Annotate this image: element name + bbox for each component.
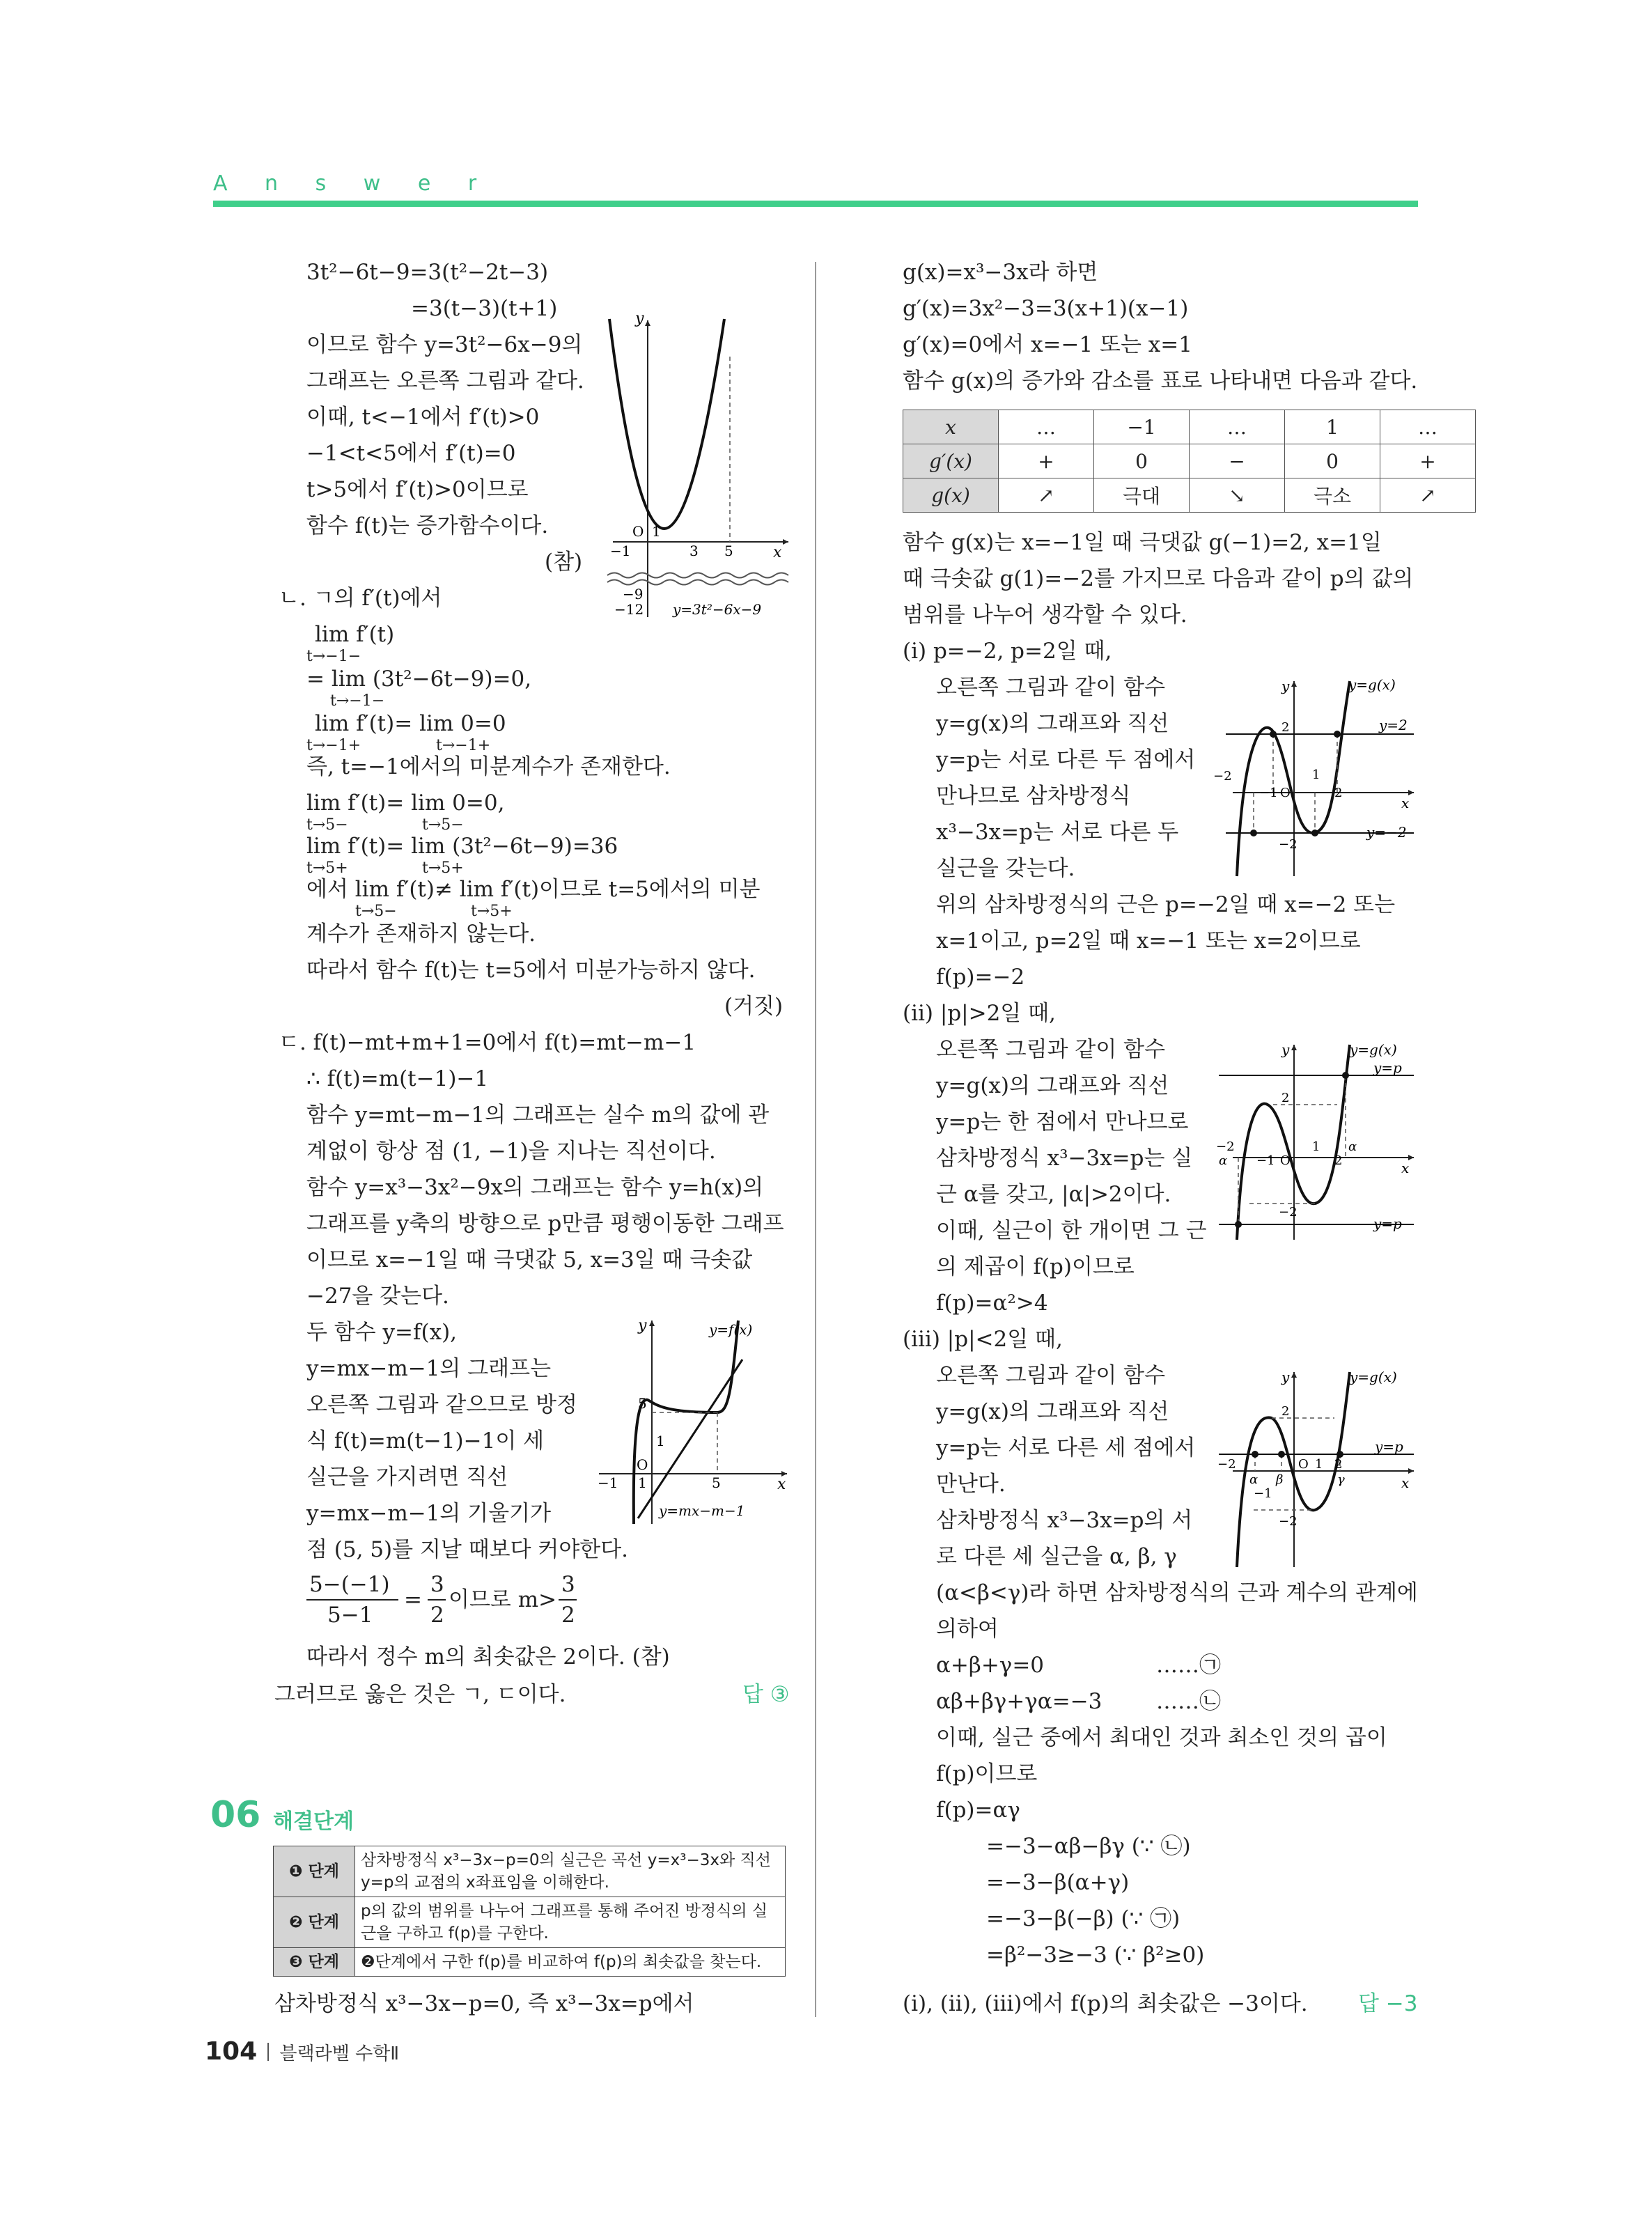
right-line: g(x)=x³−3x라 하면 <box>903 260 1098 285</box>
right-line: 만난다. <box>936 1472 1006 1497</box>
right-line: αβ+βγ+γα=−3 <box>936 1689 1102 1714</box>
right-line: α+β+γ=0 <box>936 1653 1045 1678</box>
limit-subscript: t→5+ <box>306 859 348 877</box>
right-line: =β²−3≥−3 (∵ β²≥0) <box>986 1942 1205 1968</box>
curve-label: y=f(x) <box>709 1321 753 1338</box>
right-line: (ⅰ) p=−2, p=2일 때, <box>903 639 1112 664</box>
cubic-figure-case2 <box>1212 1038 1421 1247</box>
equation-tag: ……㉡ <box>1156 1689 1221 1714</box>
left-line: 함수 f(t)는 증가함수이다. <box>306 513 549 538</box>
tick-label: −2 <box>1213 769 1232 784</box>
table-header-cell: g′(x) <box>903 444 999 478</box>
left-line: 함수 y=x³−3x²−9x의 그래프는 함수 y=h(x)의 <box>306 1175 764 1200</box>
tick-label: −1 <box>1254 1486 1272 1501</box>
right-line: x³−3x=p는 서로 다른 두 <box>936 820 1179 845</box>
sign-table <box>903 410 1476 513</box>
x-label: x <box>773 544 782 561</box>
left-line: 즉, t=−1에서의 미분계수가 존재한다. <box>306 754 671 779</box>
book-title: 블랙라벨 수학Ⅱ <box>279 2043 400 2064</box>
fraction-denominator: 2 <box>561 1603 575 1628</box>
left-line: 이므로 함수 y=3t²−6x−9의 <box>306 332 583 357</box>
parabola-figure <box>606 306 794 634</box>
parabola-curve <box>609 319 724 529</box>
table-cell: − <box>1190 444 1285 478</box>
left-line: 계수가 존재하지 않는다. <box>306 921 536 947</box>
left-line: ㄷ. f(t)−mt+m+1=0에서 f(t)=mt−m−1 <box>279 1030 696 1055</box>
line-label: y=−2 <box>1366 824 1407 841</box>
right-line: (α<β<γ)라 하면 삼차방정식의 근과 계수의 관계에 <box>936 1580 1418 1605</box>
tick-label: −2 <box>1217 1457 1236 1472</box>
left-line: 3t²−6t−9=3(t²−2t−3) <box>306 260 549 285</box>
left-line: 이때, t<−1에서 f′(t)>0 <box>306 405 540 430</box>
left-line: 이므로 m> <box>449 1587 557 1612</box>
origin-label: O <box>1280 786 1291 800</box>
right-line: 삼차방정식 x³−3x=p의 서 <box>936 1508 1193 1533</box>
right-line: 삼차방정식 x³−3x=p는 실 <box>936 1146 1193 1171</box>
left-line: 함수 y=mt−m−1의 그래프는 실수 m의 값에 관 <box>306 1103 770 1128</box>
right-line: 의 제곱이 f(p)이므로 <box>936 1254 1135 1279</box>
left-line: 그러므로 옳은 것은 ㄱ, ㄷ이다. <box>274 1682 566 1707</box>
line-label: y=p <box>1373 1215 1402 1232</box>
y-label: y <box>638 1317 647 1334</box>
left-line: 실근을 가지려면 직선 <box>306 1465 508 1490</box>
right-line: y=g(x)의 그래프와 직선 <box>936 711 1169 736</box>
cubic-line-figure <box>592 1315 794 1531</box>
line-label: y=p <box>1375 1438 1403 1455</box>
tick-label: −2 <box>1216 1139 1235 1154</box>
x-label: x <box>1401 795 1410 811</box>
left-line: (참) <box>545 550 583 575</box>
right-line: 함수 g(x)는 x=−1일 때 극댓값 g(−1)=2, x=1일 <box>903 530 1382 555</box>
left-line: 식 f(t)=m(t−1)−1이 세 <box>306 1428 545 1454</box>
table-cell: + <box>999 444 1094 478</box>
origin-label: O <box>1280 1153 1291 1168</box>
right-line: 오른쪽 그림과 같이 함수 <box>936 675 1166 700</box>
right-line: y=p는 서로 다른 두 점에서 <box>936 747 1196 772</box>
answer-mark: 답 −3 <box>1358 1991 1418 2016</box>
curve-label: y=3t²−6x−9 <box>673 601 762 618</box>
left-line: lim f′(t)= lim 0=0 <box>315 711 506 736</box>
left-line: =3(t−3)(t+1) <box>411 296 558 321</box>
x-label: x <box>1401 1160 1410 1176</box>
table-header-cell: x <box>903 410 999 444</box>
tick-label: −2 <box>1279 837 1298 852</box>
tick-label: α <box>1348 1139 1357 1154</box>
right-line: f(p)=αγ <box>936 1798 1020 1823</box>
table-cell: 극소 <box>1285 478 1380 513</box>
tick-label: 1 <box>638 1474 647 1491</box>
closing-line: 삼차방정식 x³−3x−p=0, 즉 x³−3x=p에서 <box>274 1991 694 2016</box>
fraction-numerator: 5−(−1) <box>309 1572 390 1597</box>
line-label: y=2 <box>1379 717 1408 733</box>
right-line: (ⅰ), (ⅱ), (ⅲ)에서 f(p)의 최솟값은 −3이다. <box>903 1991 1308 2016</box>
left-line: ∴ f(t)=m(t−1)−1 <box>306 1066 489 1091</box>
fraction-bar <box>559 1599 577 1601</box>
right-line: g′(x)=0에서 x=−1 또는 x=1 <box>903 332 1192 357</box>
solution-steps-table <box>273 1846 786 1977</box>
right-line: 함수 g(x)의 증가와 감소를 표로 나타내면 다음과 같다. <box>903 368 1418 394</box>
table-cell: … <box>999 410 1094 444</box>
tick-label: −2 <box>1279 1514 1298 1529</box>
table-cell: + <box>1380 444 1476 478</box>
tick-label: −9 <box>623 586 644 602</box>
step-text: 삼차방정식 x³−3x−p=0의 실근은 곡선 y=x³−3x와 직선 y=p의 교점의 x좌표임을 이해한다. <box>355 1846 786 1897</box>
right-line: y=p는 서로 다른 세 점에서 <box>936 1435 1196 1461</box>
y-label: y <box>1281 1369 1290 1385</box>
limit-subscript: t→−1− <box>330 692 385 710</box>
equation-tag: ……㉠ <box>1156 1653 1221 1678</box>
tick-label: 5 <box>638 1395 647 1412</box>
tick-label: 2 <box>1281 1404 1290 1419</box>
tick-label: −2 <box>1279 1205 1298 1220</box>
left-line: 그래프를 y축의 방향으로 p만큼 평행이동한 그래프 <box>306 1211 784 1236</box>
left-line: t>5에서 f′(t)>0이므로 <box>306 477 529 502</box>
header-rule <box>213 201 1418 207</box>
limit-subscript: t→5− <box>422 816 464 834</box>
step-label: ❷ 단계 <box>274 1897 355 1948</box>
left-line: 따라서 정수 m의 최솟값은 2이다. (참) <box>306 1644 670 1669</box>
cubic-curve <box>634 1321 738 1524</box>
left-line: y=mx−m−1의 기울기가 <box>306 1501 552 1526</box>
right-line: 위의 삼차방정식의 근은 p=−2일 때 x=−2 또는 <box>936 892 1396 917</box>
right-line: y=p는 한 점에서 만나므로 <box>936 1109 1189 1135</box>
table-cell: … <box>1380 410 1476 444</box>
table-cell: ↘ <box>1190 478 1285 513</box>
x-label: x <box>1401 1474 1410 1491</box>
root-label: α <box>1249 1472 1259 1487</box>
tick-label: 1 <box>652 523 661 540</box>
problem-number: 06 <box>210 1794 261 1836</box>
page-footer <box>205 2037 399 2066</box>
step-label: ❸ 단계 <box>274 1948 355 1977</box>
section-title: 해결단계 <box>273 1809 354 1834</box>
left-line: lim f′(t) <box>315 622 395 647</box>
y-label: y <box>1281 678 1290 694</box>
curve-label: y=g(x) <box>1348 676 1396 693</box>
left-line: 그래프는 오른쪽 그림과 같다. <box>306 368 584 394</box>
left-line: −1<t<5에서 f′(t)=0 <box>306 441 516 466</box>
right-line: 만나므로 삼차방정식 <box>936 784 1131 809</box>
tick-label: 1 <box>1315 1457 1323 1472</box>
right-line: 때 극솟값 g(1)=−2를 가지므로 다음과 같이 p의 값의 <box>903 566 1414 591</box>
table-cell: 0 <box>1285 444 1380 478</box>
secant-line <box>638 1360 742 1518</box>
right-line: 로 다른 세 실근을 α, β, γ <box>936 1544 1177 1569</box>
tick-label: α <box>1219 1153 1228 1168</box>
tick-label: −1 <box>598 1474 618 1491</box>
origin-label: O <box>632 523 644 540</box>
section-header-word: A n s w e r <box>213 171 492 196</box>
table-row <box>903 444 1476 478</box>
fraction-numerator: 3 <box>430 1572 444 1597</box>
cubic-figure-case1 <box>1212 674 1421 883</box>
tick-label: 2 <box>1281 720 1290 735</box>
left-line: lim f′(t)= lim (3t²−6t−9)=36 <box>306 834 618 859</box>
right-line: 실근을 갖는다. <box>936 856 1075 881</box>
limit-subscript: t→5+ <box>471 903 513 920</box>
right-line: y=g(x)의 그래프와 직선 <box>936 1073 1169 1098</box>
right-line: 근 α를 갖고, |α|>2이다. <box>936 1182 1171 1207</box>
limit-subscript: t→5− <box>355 903 397 920</box>
right-line: =−3−β(α+γ) <box>986 1870 1130 1895</box>
table-row <box>274 1846 786 1897</box>
left-line: 두 함수 y=f(x), <box>306 1320 458 1345</box>
left-line: (거짓) <box>724 994 784 1019</box>
tick-label: 5 <box>712 1474 721 1491</box>
left-line: lim f′(t)= lim 0=0, <box>306 791 505 816</box>
column-divider <box>815 262 816 2017</box>
limit-subscript: t→−1− <box>306 648 361 665</box>
right-line: (ⅲ) |p|<2일 때, <box>903 1327 1063 1352</box>
right-line: =−3−β(−β) (∵ ㉠) <box>986 1906 1180 1931</box>
limit-subscript: t→5− <box>306 816 348 834</box>
left-line: 따라서 함수 f(t)는 t=5에서 미분가능하지 않다. <box>306 958 756 983</box>
tick-label: 1 <box>1312 768 1320 782</box>
right-line: 이때, 실근 중에서 최대인 것과 최소인 것의 곱이 <box>936 1725 1387 1750</box>
table-cell: ↗ <box>999 478 1094 513</box>
right-line: 오른쪽 그림과 같이 함수 <box>936 1037 1166 1062</box>
tick-label: −1 <box>1256 1153 1275 1168</box>
step-text: p의 값의 범위를 나누어 그래프를 통해 주어진 방정식의 실근을 구하고 f(p)를 구한다. <box>355 1897 786 1948</box>
table-cell: … <box>1190 410 1285 444</box>
right-line: f(p)=α²>4 <box>936 1291 1048 1316</box>
origin-label: O <box>637 1456 648 1473</box>
right-line: (ⅱ) |p|>2일 때, <box>903 1001 1056 1026</box>
left-line: −27을 갖는다. <box>306 1284 449 1309</box>
axis-break-wave <box>607 573 788 578</box>
left-line: 오른쪽 그림과 같으므로 방정 <box>306 1392 577 1417</box>
table-cell: 1 <box>1285 410 1380 444</box>
table-cell: 0 <box>1094 444 1190 478</box>
tick-label: 2 <box>1334 1457 1343 1472</box>
footer-divider <box>267 2043 269 2061</box>
limit-subscript: t→−1+ <box>436 737 491 754</box>
left-line: y=mx−m−1의 그래프는 <box>306 1356 552 1381</box>
origin-label: O <box>1298 1457 1309 1472</box>
step-text: ❷단계에서 구한 f(p)를 비교하여 f(p)의 최솟값을 찾는다. <box>355 1948 786 1977</box>
right-line: f(p)이므로 <box>936 1761 1038 1786</box>
root-label: γ <box>1337 1472 1345 1487</box>
limit-subscript: t→−1+ <box>306 737 361 754</box>
left-line: 에서 lim f′(t)≠ lim f′(t)이므로 t=5에서의 미분 <box>306 877 761 902</box>
right-line: 범위를 나누어 생각할 수 있다. <box>903 602 1187 628</box>
curve-label: y=g(x) <box>1350 1369 1397 1385</box>
equals-sign: = <box>404 1587 422 1612</box>
right-line: g′(x)=3x²−3=3(x+1)(x−1) <box>903 296 1189 321</box>
table-cell: 극대 <box>1094 478 1190 513</box>
fraction-denominator: 2 <box>430 1603 444 1628</box>
tick-label: −1 <box>610 543 631 559</box>
left-line: = lim (3t²−6t−9)=0, <box>306 667 532 692</box>
root-label: β <box>1276 1472 1284 1487</box>
table-cell: ↗ <box>1380 478 1476 513</box>
table-header-cell: g(x) <box>903 478 999 513</box>
y-label: y <box>635 310 644 327</box>
tick-label: 2 <box>1334 1153 1343 1168</box>
right-line: 오른쪽 그림과 같이 함수 <box>936 1363 1166 1388</box>
table-row <box>903 478 1476 513</box>
left-line: ㄴ. ㄱ의 f′(t)에서 <box>279 586 442 611</box>
fraction-bar <box>306 1599 398 1601</box>
right-line: y=g(x)의 그래프와 직선 <box>936 1399 1169 1424</box>
tick-label: −12 <box>614 601 644 618</box>
fraction-numerator: 3 <box>561 1572 575 1597</box>
table-row <box>903 410 1476 444</box>
tick-label: −1 <box>1259 786 1278 800</box>
tick-label: 2 <box>1281 1091 1290 1105</box>
x-label: x <box>777 1476 786 1493</box>
page-number: 104 <box>205 2037 258 2066</box>
right-line: 의하여 <box>936 1617 999 1642</box>
line-label: y=p <box>1373 1059 1402 1076</box>
y-label: y <box>1281 1041 1290 1058</box>
right-line: =−3−αβ−βγ (∵ ㉡) <box>986 1834 1191 1859</box>
left-line: 계없이 항상 점 (1, −1)을 지나는 직선이다. <box>306 1139 716 1164</box>
fraction-bar <box>428 1599 446 1601</box>
answer-mark: 답 ③ <box>742 1682 790 1707</box>
line-label: y=mx−m−1 <box>659 1502 745 1519</box>
tick-label: 2 <box>1334 786 1343 800</box>
table-row <box>274 1948 786 1977</box>
limit-subscript: t→5+ <box>422 859 464 877</box>
right-line: 이때, 실근이 한 개이면 그 근 <box>936 1218 1207 1243</box>
tick-label: 1 <box>656 1433 665 1449</box>
tick-label: 1 <box>1312 1139 1320 1154</box>
left-line: 이므로 x=−1일 때 극댓값 5, x=3일 때 극솟값 <box>306 1247 753 1272</box>
fraction-denominator: 5−1 <box>327 1603 373 1628</box>
curve-label: y=g(x) <box>1350 1041 1397 1058</box>
table-cell: −1 <box>1094 410 1190 444</box>
table-row <box>274 1897 786 1948</box>
tick-label: 3 <box>689 543 699 559</box>
step-label: ❶ 단계 <box>274 1846 355 1897</box>
left-line: 점 (5, 5)를 지날 때보다 커야한다. <box>306 1537 629 1562</box>
right-line: x=1이고, p=2일 때 x=−1 또는 x=2이므로 <box>936 928 1361 953</box>
tick-label: 5 <box>724 543 733 559</box>
cubic-figure-case3 <box>1212 1365 1421 1574</box>
right-line: f(p)=−2 <box>936 965 1025 990</box>
